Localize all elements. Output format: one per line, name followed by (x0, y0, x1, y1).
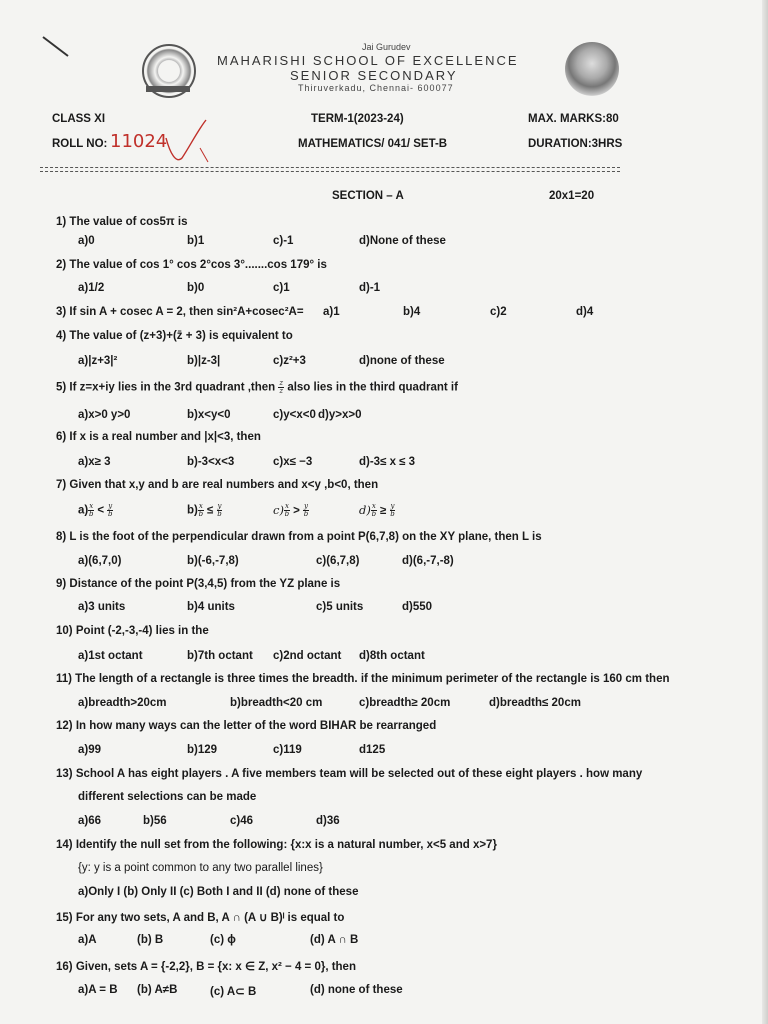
q8-option-d: d)(6,-7,-8) (402, 555, 454, 567)
roll-number-handwritten: 11024 (110, 131, 168, 152)
question-12: 12) In how many ways can the letter of the word BIHAR be rearranged (56, 720, 437, 732)
q5-option-d: d)y>x>0 (318, 409, 362, 421)
max-marks: MAX. MARKS:80 (528, 113, 619, 125)
q7-option-c-label: c) (273, 503, 284, 517)
pen-stroke-mark (40, 34, 72, 60)
q13-option-d: d)36 (316, 815, 340, 827)
q10-option-d: d)8th octant (359, 650, 425, 662)
q11-option-c: c)breadth≥ 20cm (359, 697, 451, 709)
subject-label: MATHEMATICS/ 041/ SET-B (298, 138, 448, 150)
q4-option-b: b)|z-3| (187, 355, 221, 367)
q8-option-c: c)(6,7,8) (316, 555, 360, 567)
school-address: Thiruverkadu, Chennai- 600077 (298, 83, 454, 93)
q15-option-c: (c) ϕ (210, 934, 236, 946)
question-13: 13) School A has eight players . A five members team will be selected out of these eight players . how many (56, 768, 643, 780)
q15-option-b: (b) B (137, 934, 164, 946)
q10-option-b: b)7th octant (187, 650, 253, 662)
y-over-b-fraction: $\frac{y}{b}$ (303, 502, 309, 519)
q13-option-b: b)56 (143, 815, 167, 827)
q3-option-c: c)2 (490, 306, 507, 318)
q6-option-c: c)x≤ −3 (273, 456, 313, 468)
q14-options: a)Only I (b) Only II (c) Both I and II (d) none of these (78, 886, 359, 898)
x-over-b-fraction: $\frac{x}{b}$ (198, 502, 204, 518)
z-over-zbar-fraction: $\frac{z}{z}$ (279, 379, 284, 395)
question-16: 16) Given, sets A = {-2,2}, B = {x: x ∈ Z, x² − 4 = 0}, then (56, 961, 356, 973)
question-13-line-2: different selections can be made (78, 791, 257, 803)
question-6: 6) If x is a real number and |x|<3, then (56, 431, 261, 443)
question-5-stem-end: also lies in the third quadrant if (287, 381, 458, 394)
q6-option-d: d)-3≤ x ≤ 3 (359, 456, 416, 468)
question-7: 7) Given that x,y and b are real numbers and x<y ,b<0, then (56, 479, 379, 491)
q13-option-a: a)66 (78, 815, 102, 827)
motto: Jai Gurudev (362, 42, 411, 52)
q6-option-a: a)x≥ 3 (78, 456, 111, 468)
q10-option-a: a)1st octant (78, 650, 143, 662)
question-5-stem: 5) If z=x+iy lies in the 3rd quadrant ,then (56, 381, 276, 394)
q3-option-b: b)4 (403, 306, 421, 318)
question-1: 1) The value of cos5π is (56, 216, 188, 228)
divider-line-2 (40, 171, 620, 172)
question-8: 8) L is the foot of the perpendicular drawn from a point P(6,7,8) on the XY plane, then L is (56, 531, 542, 543)
q7-option-a: a) $\frac{x}{b}$ < $\frac{y}{b}$ (78, 502, 113, 518)
q8-option-a: a)(6,7,0) (78, 555, 122, 567)
x-over-b-fraction: $\frac{x}{b}$ (88, 502, 94, 518)
q4-option-a: a)|z+3|² (78, 355, 118, 367)
q12-option-b: b)129 (187, 744, 218, 756)
question-14-line-2: {y: y is a point common to any two parallel lines} (78, 862, 323, 874)
q7-option-d-label: d) (359, 503, 371, 517)
q16-option-c: (c) A⊂ B (210, 986, 257, 998)
q1-option-d: d)None of these (359, 235, 446, 247)
section-marks: 20x1=20 (549, 190, 595, 202)
x-over-b-fraction: $\frac{x}{b}$ (371, 502, 377, 519)
y-over-b-fraction: $\frac{y}{b}$ (390, 502, 395, 519)
q9-option-b: b)4 units (187, 601, 235, 613)
q11-option-d: d)breadth≤ 20cm (489, 697, 581, 709)
q13-option-c: c)46 (230, 815, 254, 827)
question-11: 11) The length of a rectangle is three times the breadth. if the minimum perimeter of the rectangle is 160 cm then (56, 673, 670, 685)
q9-option-d: d)550 (402, 601, 433, 613)
school-subtitle: SENIOR SECONDARY (290, 68, 458, 83)
class-label: CLASS XI (52, 113, 106, 125)
q3-option-d: d)4 (576, 306, 594, 318)
question-9: 9) Distance of the point P(3,4,5) from the YZ plane is (56, 578, 341, 590)
q2-option-a: a)1/2 (78, 282, 105, 294)
q15-option-a: a)A (78, 934, 97, 946)
q3-option-a: a)1 (323, 306, 340, 318)
q4-option-d: d)none of these (359, 355, 445, 367)
q7-option-a-label: a) (78, 504, 89, 517)
q5-option-c: c)y<x<0 (273, 409, 316, 421)
q16-option-b: (b) A≠B (137, 984, 178, 996)
q2-option-d: d)-1 (359, 282, 381, 294)
question-4: 4) The value of (z+3)+(z̄ + 3) is equivalent to (56, 330, 293, 342)
emblem-ribbon (146, 86, 190, 92)
q16-option-d: (d) none of these (310, 984, 403, 996)
term-label: TERM-1(2023-24) (311, 113, 404, 125)
q5-option-a: a)x>0 y>0 (78, 409, 131, 421)
q2-option-b: b)0 (187, 282, 205, 294)
q5-option-b: b)x<y<0 (187, 409, 231, 421)
school-name: MAHARISHI SCHOOL OF EXCELLENCE (217, 53, 519, 68)
q12-option-d: d125 (359, 744, 386, 756)
y-over-b-fraction: $\frac{y}{b}$ (108, 502, 113, 518)
question-10: 10) Point (-2,-3,-4) lies in the (56, 625, 209, 637)
q1-option-b: b)1 (187, 235, 205, 247)
question-2: 2) The value of cos 1° cos 2°cos 3°.......cos 179° is (56, 259, 327, 271)
q1-option-c: c)-1 (273, 235, 294, 247)
q4-option-c: c)z²+3 (273, 355, 306, 367)
question-3: 3) If sin A + cosec A = 2, then sin²A+cosec²A= (56, 306, 304, 318)
q7-option-c: c) $\frac{x}{b}$ > $\frac{y}{b}$ (273, 502, 309, 519)
section-title: SECTION – A (332, 190, 404, 202)
q6-option-b: b)-3<x<3 (187, 456, 235, 468)
q7-option-d: d) $\frac{x}{b}$ ≥ $\frac{y}{b}$ (359, 502, 395, 519)
q2-option-c: c)1 (273, 282, 290, 294)
question-15: 15) For any two sets, A and B, A ∩ (A ∪ B)ˡ is equal to (56, 912, 345, 924)
q9-option-a: a)3 units (78, 601, 126, 613)
q8-option-b: b)(-6,-7,8) (187, 555, 239, 567)
question-5 (56, 380, 458, 395)
q7-option-b-label: b) (187, 504, 198, 517)
q11-option-b: b)breadth<20 cm (230, 697, 323, 709)
q15-option-d: (d) A ∩ B (310, 934, 359, 946)
y-over-b-fraction: $\frac{y}{b}$ (217, 502, 222, 518)
duration-label: DURATION:3HRS (528, 138, 623, 150)
q16-option-a: a)A = B (78, 984, 118, 996)
page-edge (762, 0, 768, 1024)
q10-option-c: c)2nd octant (273, 650, 342, 662)
check-mark-icon (160, 118, 220, 170)
q7-option-b: b) $\frac{x}{b}$ ≤ $\frac{y}{b}$ (187, 502, 222, 518)
q12-option-a: a)99 (78, 744, 102, 756)
q11-option-a: a)breadth>20cm (78, 697, 167, 709)
q1-option-a: a)0 (78, 235, 95, 247)
q9-option-c: c)5 units (316, 601, 364, 613)
founder-portrait-icon (565, 42, 619, 96)
roll-label: ROLL NO: (52, 138, 108, 150)
x-over-b-fraction: $\frac{x}{b}$ (284, 502, 290, 519)
question-14: 14) Identify the null set from the following: {x:x is a natural number, x<5 and x>7} (56, 839, 497, 851)
divider-line (40, 167, 620, 168)
q12-option-c: c)119 (273, 744, 302, 756)
